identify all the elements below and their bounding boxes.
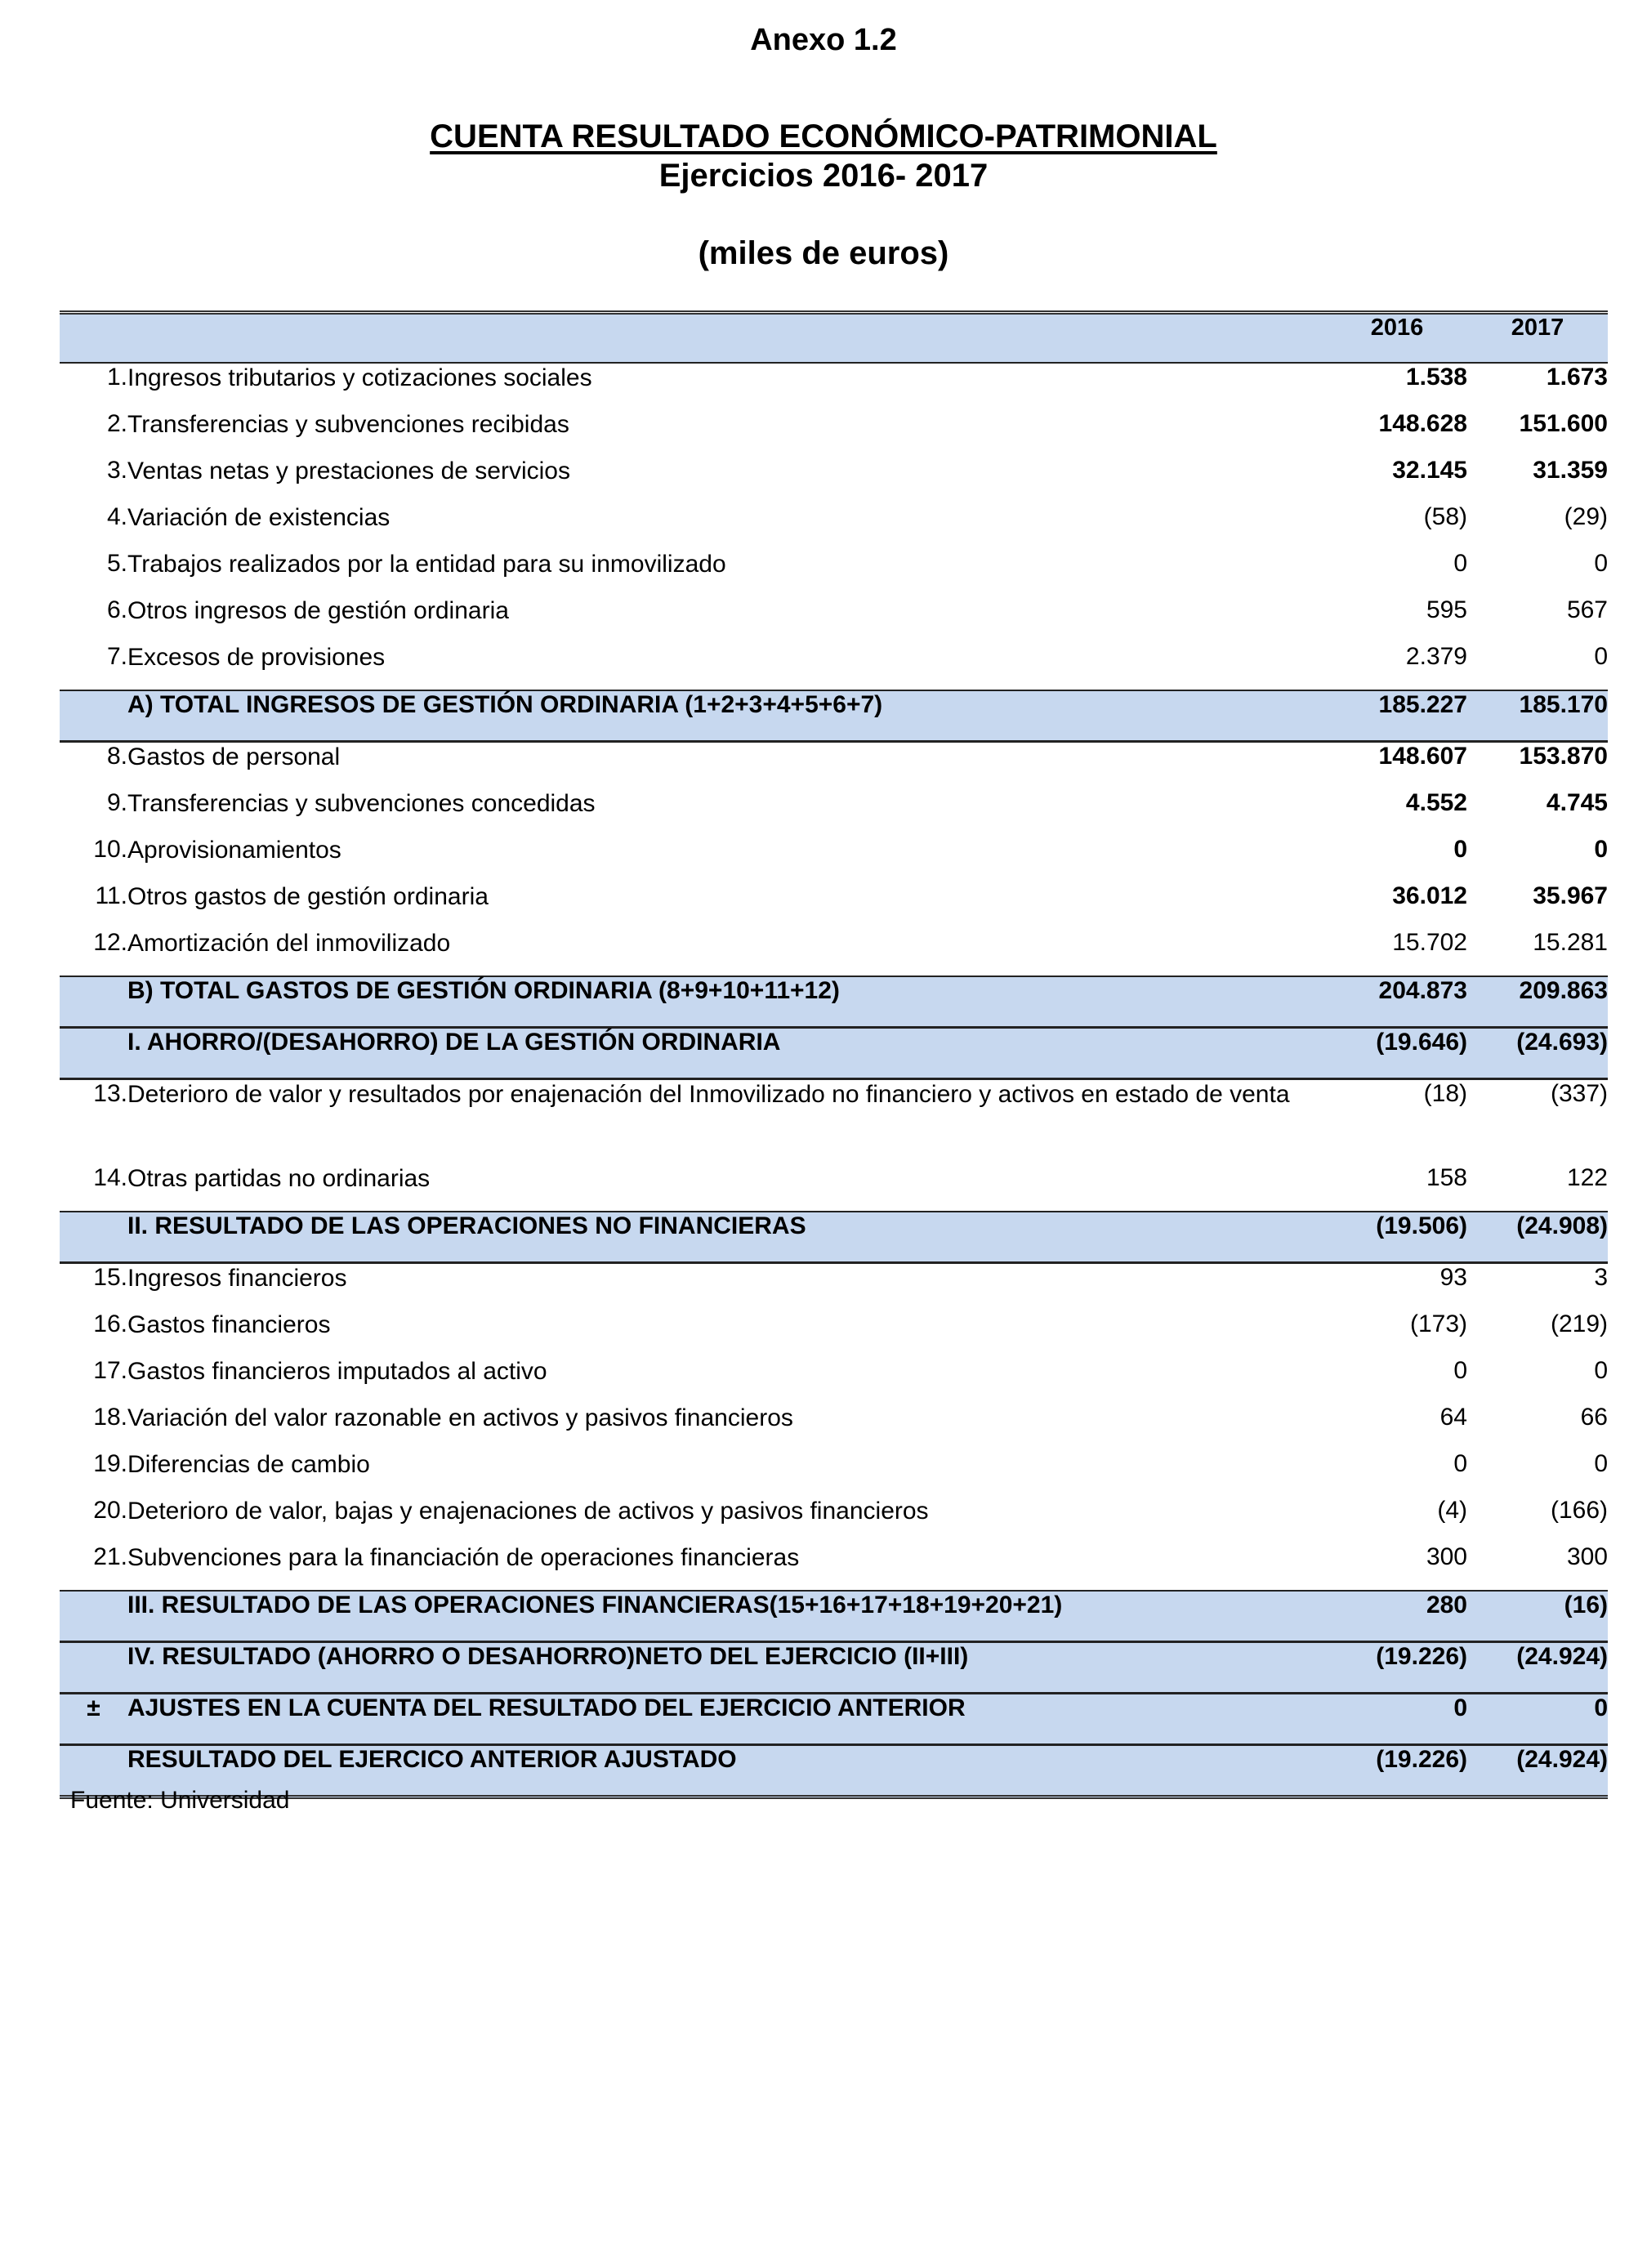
table-row bbox=[60, 1357, 1608, 1404]
row-label: A) TOTAL INGRESOS DE GESTIÓN ORDINARIA (1+2+3+4+5+6+7) bbox=[127, 690, 1327, 742]
value-2016: 4.552 bbox=[1405, 789, 1467, 816]
document-title: CUENTA RESULTADO ECONÓMICO-PATRIMONIAL bbox=[430, 118, 1217, 154]
value-2017: 151.600 bbox=[1519, 410, 1608, 437]
row-number bbox=[60, 976, 127, 1028]
row-number: 18. bbox=[93, 1404, 127, 1431]
units-label: (miles de euros) bbox=[698, 235, 949, 271]
value-2017: 0 bbox=[1594, 836, 1608, 863]
row-number bbox=[60, 1642, 127, 1694]
value-2016: (19.226) bbox=[1327, 1745, 1467, 1797]
table-row bbox=[60, 457, 1608, 503]
value-2017: 0 bbox=[1594, 643, 1608, 670]
table-row bbox=[60, 742, 1608, 790]
row-number: 14. bbox=[93, 1164, 127, 1191]
row-number: 13. bbox=[93, 1080, 127, 1107]
row-label: Aprovisionamientos bbox=[127, 837, 341, 864]
value-2016: 2.379 bbox=[1405, 643, 1467, 670]
value-2016: 64 bbox=[1439, 1404, 1467, 1431]
value-2016: 0 bbox=[1453, 1357, 1467, 1384]
row-label: Trabajos realizados por la entidad para su inmovilizado bbox=[127, 551, 726, 578]
table-row bbox=[60, 1164, 1608, 1212]
table-row bbox=[60, 410, 1608, 457]
value-2016: 0 bbox=[1327, 1694, 1467, 1745]
value-2017: 0 bbox=[1467, 1694, 1608, 1745]
table-row bbox=[60, 1310, 1608, 1357]
value-2017: 31.359 bbox=[1533, 457, 1608, 484]
table-header-row bbox=[60, 313, 1608, 364]
value-2016: (19.506) bbox=[1327, 1212, 1467, 1263]
source-note: Fuente: Universidad bbox=[70, 1787, 290, 1814]
value-2017: 153.870 bbox=[1519, 743, 1608, 770]
table-row bbox=[60, 1450, 1608, 1497]
total-row bbox=[60, 1642, 1608, 1694]
table-row bbox=[60, 1497, 1608, 1543]
income-statement-table bbox=[60, 310, 1608, 1799]
document-subtitle: Ejercicios 2016- 2017 bbox=[658, 158, 989, 194]
value-2017: (24.924) bbox=[1467, 1642, 1608, 1694]
row-number: 6. bbox=[106, 596, 127, 623]
row-number: 21. bbox=[93, 1543, 127, 1570]
value-2016: 280 bbox=[1327, 1591, 1467, 1642]
row-number bbox=[60, 1028, 127, 1079]
row-label: Ingresos tributarios y cotizaciones sociales bbox=[127, 364, 592, 391]
row-label: Gastos financieros bbox=[127, 1311, 331, 1338]
row-number: 11. bbox=[95, 882, 127, 909]
value-2016: 204.873 bbox=[1327, 976, 1467, 1028]
total-row bbox=[60, 1028, 1608, 1079]
row-number: 10. bbox=[93, 836, 127, 863]
value-2016: 0 bbox=[1453, 1450, 1467, 1477]
value-2017: (16) bbox=[1467, 1591, 1608, 1642]
row-label: II. RESULTADO DE LAS OPERACIONES NO FINANCIERAS bbox=[127, 1212, 1327, 1263]
row-label: Transferencias y subvenciones concedidas bbox=[127, 790, 596, 817]
row-number: 4. bbox=[106, 503, 127, 530]
row-label: AJUSTES EN LA CUENTA DEL RESULTADO DEL EJERCICIO ANTERIOR bbox=[127, 1694, 1327, 1745]
value-2016: (18) bbox=[1423, 1080, 1467, 1107]
header-cell-2016: 2016 bbox=[1327, 313, 1467, 364]
row-label: Gastos de personal bbox=[127, 743, 341, 770]
row-number: 20. bbox=[93, 1497, 127, 1524]
row-label: Transferencias y subvenciones recibidas bbox=[127, 411, 569, 438]
value-2016: 148.607 bbox=[1378, 743, 1467, 770]
row-label: III. RESULTADO DE LAS OPERACIONES FINANCIERAS(15+16+17+18+19+20+21) bbox=[127, 1591, 1327, 1642]
value-2017: (24.924) bbox=[1467, 1745, 1608, 1797]
table-row bbox=[60, 1543, 1608, 1591]
row-label: Subvenciones para la financiación de operaciones financieras bbox=[127, 1544, 800, 1571]
row-label: Otros gastos de gestión ordinaria bbox=[127, 883, 489, 910]
row-number: 15. bbox=[93, 1264, 127, 1291]
value-2016: 158 bbox=[1426, 1164, 1467, 1191]
row-number: 8. bbox=[106, 743, 127, 770]
value-2017: 4.745 bbox=[1546, 789, 1608, 816]
row-number: 16. bbox=[93, 1310, 127, 1337]
value-2017: (24.908) bbox=[1467, 1212, 1608, 1263]
value-2016: 0 bbox=[1453, 836, 1467, 863]
value-2017: 1.673 bbox=[1546, 364, 1608, 391]
value-2016: 595 bbox=[1426, 596, 1467, 623]
row-label: Variación de existencias bbox=[127, 504, 391, 531]
row-label: Ingresos financieros bbox=[127, 1265, 347, 1292]
value-2016: (4) bbox=[1437, 1497, 1467, 1524]
value-2016: 36.012 bbox=[1392, 882, 1467, 909]
total-row bbox=[60, 1212, 1608, 1263]
value-2017: (166) bbox=[1550, 1497, 1608, 1524]
table-row bbox=[60, 1263, 1608, 1311]
row-label: Deterioro de valor y resultados por enajenación del Inmovilizado no financiero y activos en estado de venta bbox=[127, 1081, 1290, 1108]
table-row bbox=[60, 1079, 1608, 1165]
table-row bbox=[60, 882, 1608, 929]
total-row bbox=[60, 976, 1608, 1028]
value-2017: 185.170 bbox=[1467, 690, 1608, 742]
row-number: 7. bbox=[106, 643, 127, 670]
table-row bbox=[60, 503, 1608, 550]
row-label: RESULTADO DEL EJERCICO ANTERIOR AJUSTADO bbox=[127, 1745, 1327, 1797]
table-row bbox=[60, 929, 1608, 976]
value-2017: (29) bbox=[1564, 503, 1608, 530]
annex-title: Anexo 1.2 bbox=[750, 23, 897, 57]
table-row bbox=[60, 363, 1608, 410]
header-cell-number bbox=[60, 313, 127, 364]
value-2017: (24.693) bbox=[1467, 1028, 1608, 1079]
row-number bbox=[60, 690, 127, 742]
value-2016: (58) bbox=[1423, 503, 1467, 530]
total-row bbox=[60, 1694, 1608, 1745]
table-row bbox=[60, 1404, 1608, 1450]
table-row bbox=[60, 596, 1608, 643]
row-label: Diferencias de cambio bbox=[127, 1451, 370, 1478]
table-row bbox=[60, 643, 1608, 690]
value-2017: (219) bbox=[1550, 1310, 1608, 1337]
value-2016: 0 bbox=[1453, 550, 1467, 577]
value-2017: 209.863 bbox=[1467, 976, 1608, 1028]
value-2016: (173) bbox=[1409, 1310, 1467, 1337]
total-row bbox=[60, 1591, 1608, 1642]
value-2016: (19.646) bbox=[1327, 1028, 1467, 1079]
value-2016: 1.538 bbox=[1405, 364, 1467, 391]
total-row bbox=[60, 1745, 1608, 1797]
header-cell-concept bbox=[127, 313, 1327, 364]
total-row bbox=[60, 690, 1608, 742]
row-label: B) TOTAL GASTOS DE GESTIÓN ORDINARIA (8+9+10+11+12) bbox=[127, 976, 1327, 1028]
row-label: Variación del valor razonable en activos y pasivos financieros bbox=[127, 1404, 793, 1431]
value-2017: 0 bbox=[1594, 1450, 1608, 1477]
value-2017: 15.281 bbox=[1533, 929, 1608, 956]
value-2017: 3 bbox=[1594, 1264, 1608, 1291]
value-2016: 32.145 bbox=[1392, 457, 1467, 484]
value-2016: 185.227 bbox=[1327, 690, 1467, 742]
row-label: I. AHORRO/(DESAHORRO) DE LA GESTIÓN ORDINARIA bbox=[127, 1028, 1327, 1079]
table-row bbox=[60, 836, 1608, 882]
row-label: IV. RESULTADO (AHORRO O DESAHORRO)NETO DEL EJERCICIO (II+III) bbox=[127, 1642, 1327, 1694]
row-number: 2. bbox=[106, 410, 127, 437]
row-label: Gastos financieros imputados al activo bbox=[127, 1358, 547, 1385]
value-2017: 66 bbox=[1580, 1404, 1608, 1431]
row-label: Ventas netas y prestaciones de servicios bbox=[127, 458, 570, 484]
value-2016: 148.628 bbox=[1378, 410, 1467, 437]
row-label: Excesos de provisiones bbox=[127, 644, 386, 671]
row-number bbox=[60, 1591, 127, 1642]
value-2016: 15.702 bbox=[1392, 929, 1467, 956]
value-2016: (19.226) bbox=[1327, 1642, 1467, 1694]
row-label: Amortización del inmovilizado bbox=[127, 930, 451, 957]
row-number: 19. bbox=[93, 1450, 127, 1477]
value-2017: 0 bbox=[1594, 550, 1608, 577]
value-2017: 35.967 bbox=[1533, 882, 1608, 909]
table-body bbox=[60, 313, 1608, 1797]
value-2017: 567 bbox=[1566, 596, 1608, 623]
row-label: Otros ingresos de gestión ordinaria bbox=[127, 597, 509, 624]
value-2017: 122 bbox=[1566, 1164, 1608, 1191]
value-2016: 93 bbox=[1439, 1264, 1467, 1291]
table-row bbox=[60, 789, 1608, 836]
value-2017: 0 bbox=[1594, 1357, 1608, 1384]
row-label: Otras partidas no ordinarias bbox=[127, 1165, 431, 1192]
row-number: 1. bbox=[106, 364, 127, 391]
row-number: ± bbox=[60, 1694, 127, 1745]
row-number: 17. bbox=[93, 1357, 127, 1384]
value-2017: (337) bbox=[1550, 1080, 1608, 1107]
row-number: 9. bbox=[106, 789, 127, 816]
value-2016: 300 bbox=[1426, 1543, 1467, 1570]
table-row bbox=[60, 550, 1608, 596]
row-number: 5. bbox=[106, 550, 127, 577]
row-number bbox=[60, 1212, 127, 1263]
row-number: 3. bbox=[106, 457, 127, 484]
value-2017: 300 bbox=[1566, 1543, 1608, 1570]
row-number: 12. bbox=[93, 929, 127, 956]
row-label: Deterioro de valor, bajas y enajenaciones de activos y pasivos financieros bbox=[127, 1498, 929, 1525]
header-cell-2017: 2017 bbox=[1467, 313, 1608, 364]
